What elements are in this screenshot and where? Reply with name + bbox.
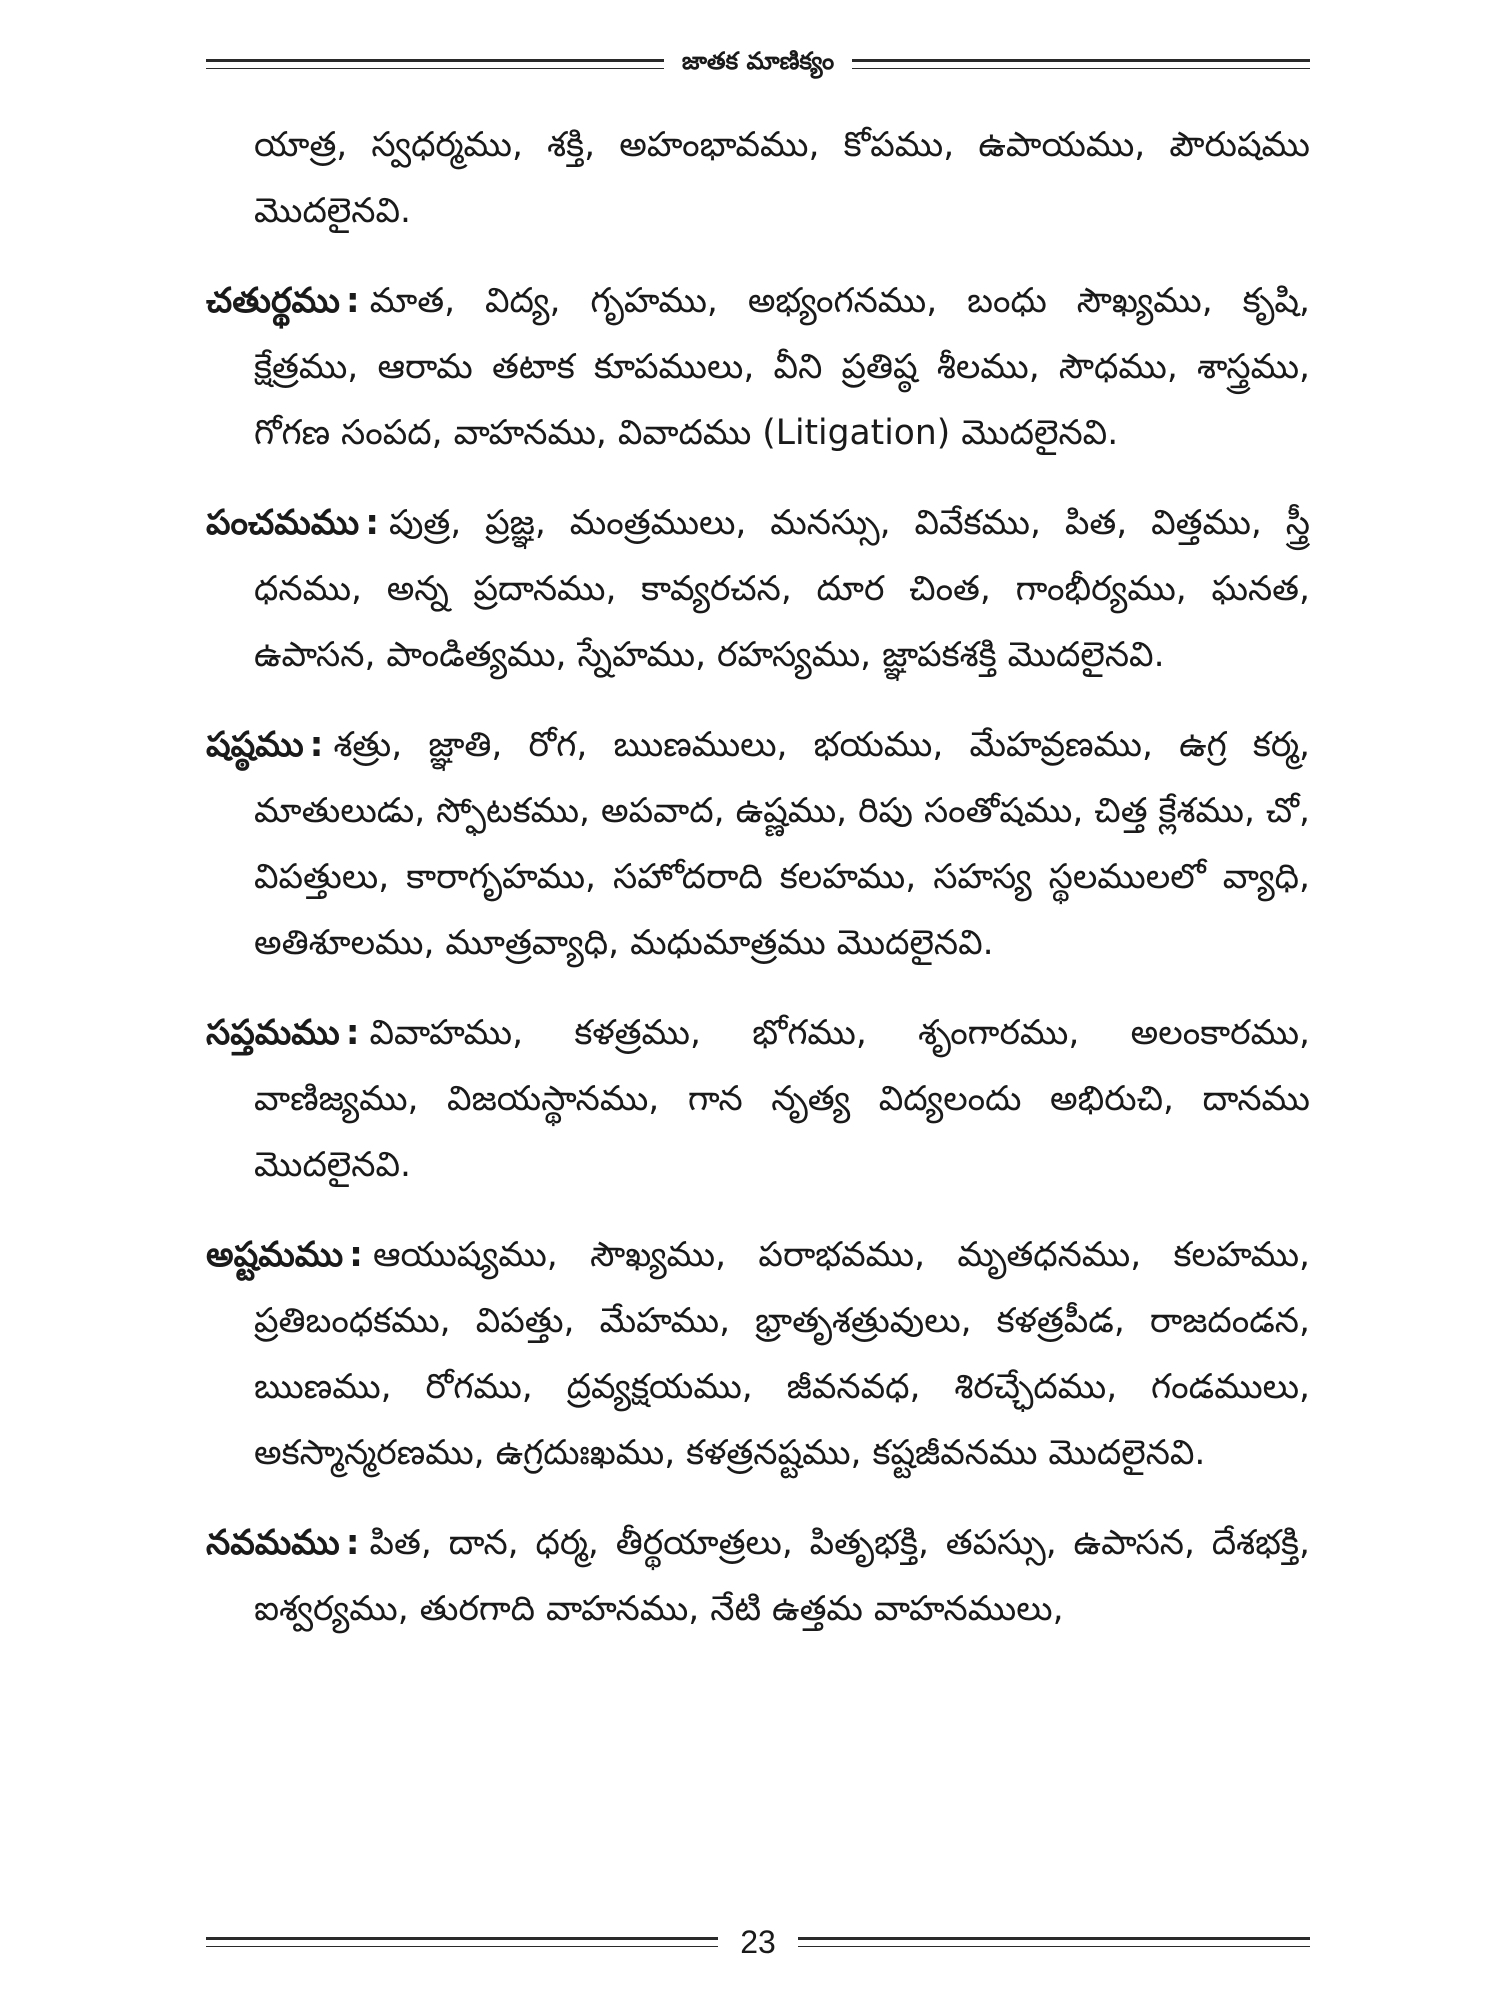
page-number: 23 — [740, 1923, 776, 1960]
entry-colon: : — [365, 503, 379, 543]
entry-panchamamu — [206, 490, 1310, 688]
entry-text: శత్రు, జ్ఞాతి, రోగ, ఋణములు, భయము, మేహవ్రణము, ఉగ్ర కర్మ, మాతులుడు, స్ఫోటకము, అపవాద, ఉష్ణము, రిపు సంతోషము, చిత్త క్లేశము, చో, విపత్తులు, కారాగృహము, సహోదరాది కలహము, సహస్య స్థలములలో వ్యాధి, అతిశూలము, మూత్రవ్యాధి, మధుమాత్రము మొదలైనవి. — [254, 725, 1310, 963]
entry-shashthamu — [206, 712, 1310, 976]
entry-colon: : — [345, 1013, 360, 1053]
entry-text: వివాహము, కళత్రము, భోగము, శృంగారము, అలంకారము, వాణిజ్యము, విజయస్థానము, గాన నృత్య విద్యలందు అభిరుచి, దానము మొదలైనవి. — [254, 1013, 1310, 1185]
header-rule-left — [206, 59, 664, 69]
entry-term: షష్ఠము — [206, 725, 304, 765]
entry-text: పుత్ర, ప్రజ్ఞ, మంత్రములు, మనస్సు, వివేకము, పిత, విత్తము, స్త్రీ ధనము, అన్న ప్రదానము, కావ్యరచన, దూర చింత, గాంభీర్యము, ఘనత, ఉపాసన, పాండిత్యము, స్నేహము, రహస్యము, జ్ఞాపకశక్తి మొదలైనవి. — [254, 503, 1310, 675]
entry-saptamamu — [206, 1000, 1310, 1198]
entry-navamamu — [206, 1510, 1310, 1642]
page-footer — [206, 1920, 1310, 1964]
header-rule-right — [852, 59, 1310, 69]
running-header — [206, 44, 1310, 84]
footer-rule-left — [206, 1937, 718, 1947]
entry-colon: : — [349, 1235, 363, 1275]
entry-term: పంచమము — [206, 503, 360, 543]
entry-text: ఆయుష్యము, సౌఖ్యము, పరాభవము, మృతధనము, కలహము, ప్రతిబంధకము, విపత్తు, మేహము, భ్రాతృశత్రువులు, కళత్రపీడ, రాజదండన, ఋణము, రోగము, ద్రవ్యక్షయము, జీవనవధ, శిరచ్ఛేదము, గండములు, అకస్మాన్మరణము, ఉగ్రదుఃఖము, కళత్రనష్టము, కష్టజీవనము మొదలైనవి. — [254, 1235, 1310, 1473]
entry-term: సప్తమము — [206, 1013, 340, 1053]
entry-term: అష్టమము — [206, 1235, 344, 1275]
entry-text: మాత, విద్య, గృహము, అభ్యంగనము, బంధు సౌఖ్యము, కృషి, క్షేత్రము, ఆరామ తటాక కూపములు, వీని ప్రతిష్ఠ శీలము, సౌధము, శాస్త్రము, గోగణ సంపద, వాహనము, వివాదము (Litigation) మొదలైనవి. — [254, 281, 1310, 453]
entry-colon: : — [345, 1523, 360, 1563]
entry-text: పిత, దాన, ధర్మ, తీర్థయాత్రలు, పితృభక్తి, తపస్సు, ఉపాసన, దేశభక్తి, ఐశ్వర్యము, తురగాది వాహనము, నేటి ఉత్తమ వాహనములు, — [254, 1523, 1310, 1629]
entry-colon: : — [309, 725, 324, 765]
footer-rule-right — [798, 1937, 1310, 1947]
entry-term: చతుర్థము — [206, 281, 340, 321]
running-title: జాతక మాణిక్యం — [681, 47, 835, 75]
entry-colon: : — [345, 281, 360, 321]
entry-term: నవమము — [206, 1523, 340, 1563]
page-body — [206, 112, 1310, 1666]
continued-paragraph: యాత్ర, స్వధర్మము, శక్తి, అహంభావము, కోపము, ఉపాయము, పౌరుషము మొదలైనవి. — [254, 125, 1310, 231]
entry-ashtamamu — [206, 1222, 1310, 1486]
entry-chaturthamu — [206, 268, 1310, 466]
